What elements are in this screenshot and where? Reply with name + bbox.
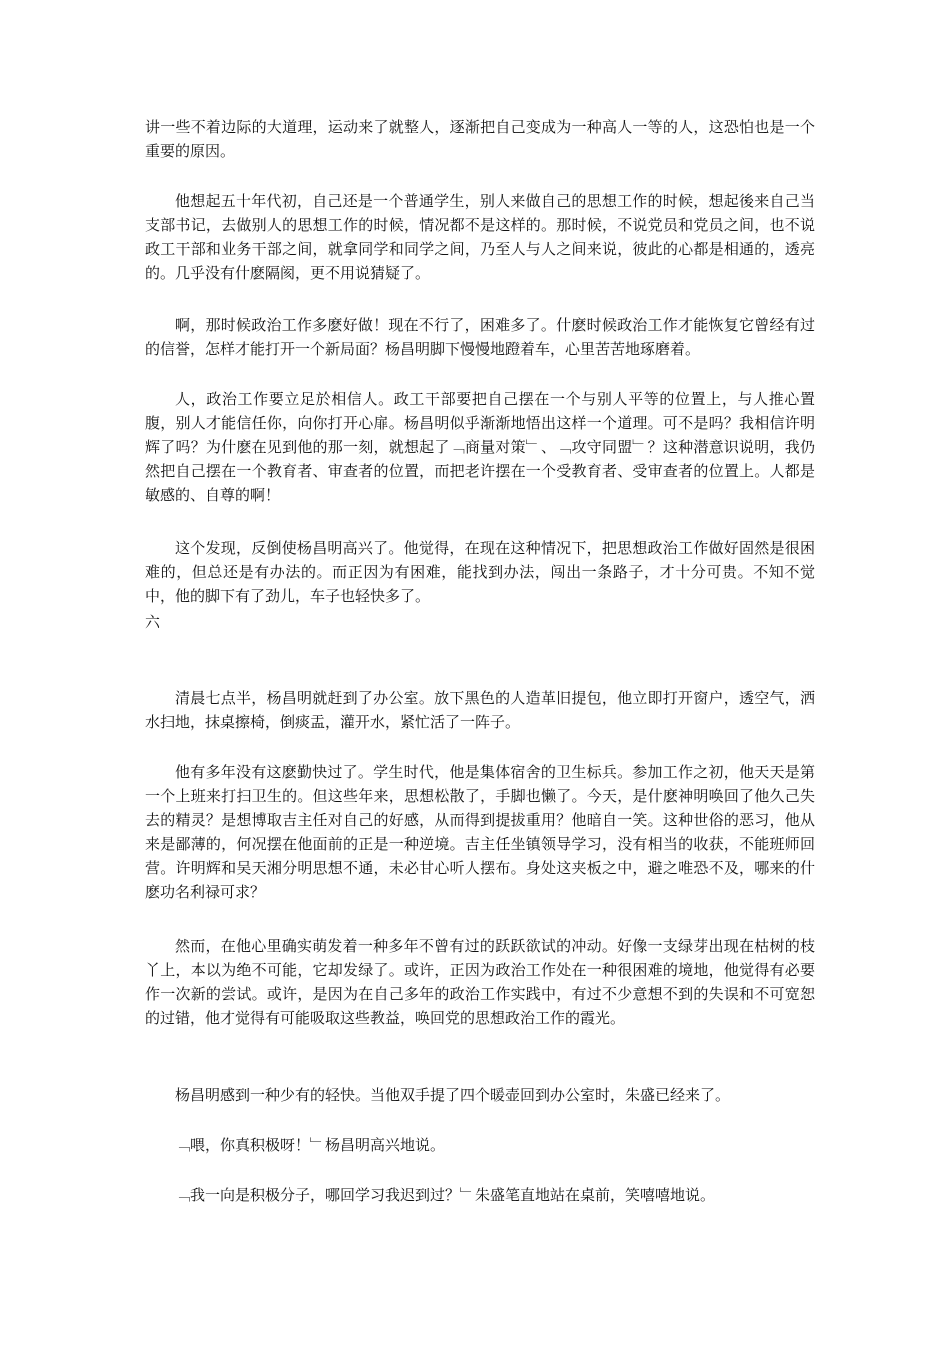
paragraph-1: 讲一些不着边际的大道理，运动来了就整人，逐渐把自己变成为一种高人一等的人，这恐怕也是一个重要的原因。	[145, 118, 815, 160]
paragraph-10: ﹁喂，你真积极呀！﹂杨昌明高兴地说。	[175, 1136, 446, 1154]
paragraph-7: 他有多年没有这麽勤快过了。学生时代，他是集体宿舍的卫生标兵。参加工作之初，他天天是第一个上班来打扫卫生的。但这些年来，思想松散了，手脚也懒了。今天，是什麽神明唤回了他久己失去的精灵？是想博取吉主任对自己的好感，从而得到提拔重用？他暗自一笑。这种世俗的恶习，他从来是鄙薄的，何况摆在他面前的正是一种逆境。吉主任坐镇领导学习，没有相当的收获，不能班师回营。许明辉和吴天湘分明思想不通，未必甘心听人摆布。身处这夹板之中，避之唯恐不及，哪来的什麽功名利禄可求？	[145, 763, 815, 901]
section-heading: 六	[145, 613, 161, 631]
paragraph-9: 杨昌明感到一种少有的轻快。当他双手提了四个暖壶回到办公室时，朱盛已经来了。	[175, 1086, 731, 1104]
paragraph-6: 清晨七点半，杨昌明就赶到了办公室。放下黑色的人造革旧提包，他立即打开窗户，透空气，洒水扫地，抹桌擦椅，倒痰盂，灌开水，紧忙活了一阵子。	[145, 689, 815, 731]
paragraph-3: 啊，那时候政治工作多麽好做！现在不行了，困难多了。什麽时候政治工作才能恢复它曾经有过的信誉，怎样才能打开一个新局面？杨昌明脚下慢慢地蹬着车，心里苦苦地琢磨着。	[145, 316, 815, 358]
paragraph-2: 他想起五十年代初，自己还是一个普通学生，别人来做自己的思想工作的时候，想起後来自己当支部书记，去做别人的思想工作的时候，情况都不是这样的。那时候，不说党员和党员之间，也不说政工干部和业务干部之间，就拿同学和同学之间，乃至人与人之间来说，彼此的心都是相通的，透亮的。几乎没有什麽隔阂，更不用说猜疑了。	[145, 192, 815, 282]
paragraph-4: 人，政治工作要立足於相信人。政工干部要把自己摆在一个与别人平等的位置上，与人推心置腹，别人才能信任你，向你打开心扉。杨昌明似乎渐渐地悟出这样一个道理。可不是吗？我相信许明辉了吗？为什麽在见到他的那一刻，就想起了﹁商量对策﹂、﹁攻守同盟﹂？这种潜意识说明，我仍然把自己摆在一个教育者、审查者的位置，而把老许摆在一个受教育者、受审查者的位置上。人都是敏感的、自尊的啊！	[145, 390, 815, 504]
paragraph-8: 然而，在他心里确实萌发着一种多年不曾有过的跃跃欲试的冲动。好像一支绿芽出现在枯树的枝丫上，本以为绝不可能，它却发绿了。或许，正因为政治工作处在一种很困难的境地，他觉得有必要作一次新的尝试。或许，是因为在自己多年的政治工作实践中，有过不少意想不到的失误和不可宽恕的过错，他才觉得有可能吸取这些教益，唤回党的思想政治工作的霞光。	[145, 937, 815, 1027]
paragraph-11: ﹁我一向是积极分子，哪回学习我迟到过？﹂朱盛笔直地站在桌前，笑嘻嘻地说。	[175, 1186, 716, 1204]
paragraph-5: 这个发现，反倒使杨昌明高兴了。他觉得，在现在这种情况下，把思想政治工作做好固然是很困难的，但总还是有办法的。而正因为有困难，能找到办法，闯出一条路子，才十分可贵。不知不觉中，他的脚下有了劲儿，车子也轻快多了。	[145, 539, 815, 605]
